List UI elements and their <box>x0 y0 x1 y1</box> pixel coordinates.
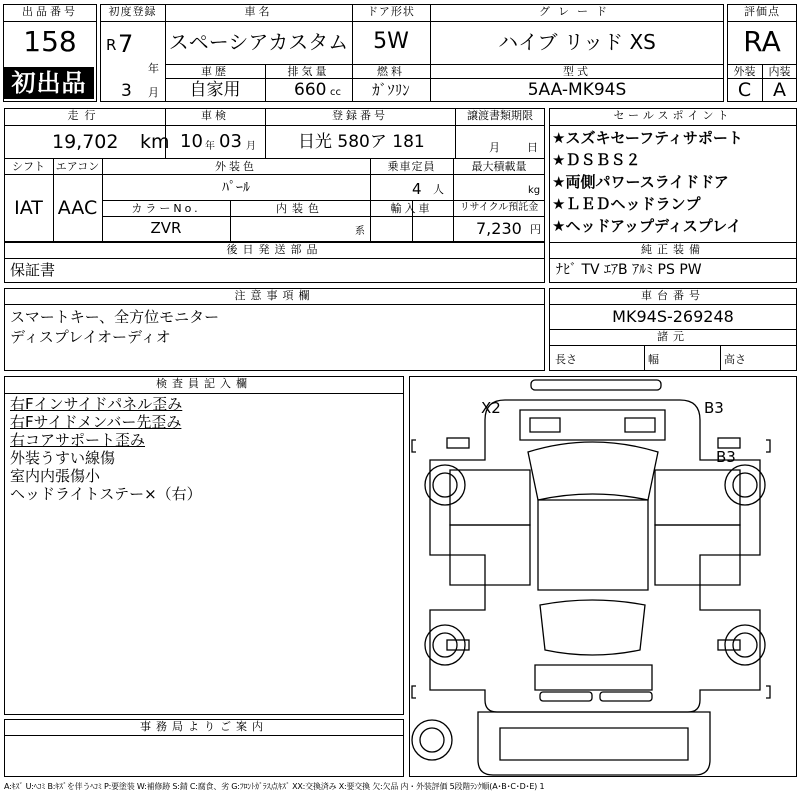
inspection-year-unit: 年 <box>205 141 215 152</box>
fuel-label: 燃料 <box>377 65 405 78</box>
sales-point-item: ★両側パワースライドドア <box>552 173 729 191</box>
recycle-unit: 円 <box>530 223 541 236</box>
sales-point-item: ★ヘッドアップディスプレイ <box>552 217 742 235</box>
chassis-label: 車台番号 <box>641 289 705 302</box>
recycle-label: リサイクル預託金 <box>459 202 539 213</box>
inspector-line: 室内内張傷小 <box>10 467 101 485</box>
score: RA <box>743 25 781 58</box>
capacity-label: 乗車定員 <box>387 160 436 173</box>
capacity: 4 <box>412 180 422 198</box>
first-reg-label: 初度登録 <box>108 5 157 18</box>
inspector-line: 外装うすい線傷 <box>10 449 116 467</box>
dimension-height-label: 高さ <box>724 353 746 366</box>
inspector-line: 右Fインサイドパネル歪み <box>10 395 183 413</box>
type: 5AA-MK94S <box>527 80 627 100</box>
notes-label: 注意事項欄 <box>234 289 315 302</box>
damage-mark: B3 <box>716 448 736 466</box>
int-color-label: 内装色 <box>276 202 324 215</box>
month-unit: 月 <box>148 86 159 99</box>
score-label: 評価点 <box>744 5 780 18</box>
plate-number: 日光 580ア 181 <box>298 132 425 152</box>
dimension-length-label: 長さ <box>555 353 577 366</box>
exterior-score: C <box>737 79 752 101</box>
dimensions-label: 諸元 <box>657 330 689 343</box>
notes-line: スマートキー、全方位モニター <box>10 308 220 326</box>
door-label: ドア形状 <box>367 5 415 18</box>
type-label: 型式 <box>563 65 591 78</box>
later-parts-value: 保証書 <box>10 261 56 279</box>
office-label: 事務局よりご案内 <box>140 720 268 733</box>
sales-point-item: ★スズキセーフティサポート <box>552 129 743 147</box>
era: R <box>106 36 117 54</box>
inspection-month-unit: 月 <box>246 141 256 152</box>
inspection-year: 10 <box>180 131 203 152</box>
ac-label: エアコン <box>55 160 100 173</box>
displacement-unit: cc <box>330 87 341 98</box>
grade: ハイブ リッド XS <box>498 30 656 54</box>
legend-footer: A:ｷｽﾞ U:ﾍｺﾐ B:ｷｽﾞを伴うﾍｺﾐ P:要塗装 W:補修跡 S:錆 C:腐食、劣 G:ﾌﾛﾝﾄｶﾞﾗｽ点ｷｽﾞ XX:交換済み X:要交換 欠:欠品 内・外装評価 5段階ﾗﾝｸ順(A･B･C･D･E) 1 <box>4 782 545 791</box>
damage-mark: B3 <box>704 399 724 417</box>
transfer-day-unit: 日 <box>527 141 538 154</box>
dimension-width-label: 幅 <box>648 353 659 366</box>
displacement: 660 <box>294 80 327 100</box>
history-label: 車歴 <box>201 65 229 78</box>
color-no: ZVR <box>150 219 182 237</box>
sales-points-label: セールスポイント <box>613 109 733 122</box>
inspector-label: 検査員記入欄 <box>156 377 252 390</box>
transfer-label: 譲渡書類期限 <box>467 109 533 122</box>
equipment-label: 純正装備 <box>641 243 705 256</box>
lot-no-label: 出品番号 <box>22 5 78 18</box>
year: 7 <box>118 30 134 58</box>
inspection-label: 車検 <box>201 109 229 122</box>
load-unit: kg <box>528 185 541 196</box>
sales-point-item: ★ＤＳＢＳ２ <box>552 151 641 169</box>
shift: IAT <box>14 197 43 219</box>
displacement-label: 排気量 <box>287 65 330 78</box>
model-name-label: 車名 <box>244 5 273 18</box>
mileage-unit: km <box>140 131 170 153</box>
interior-score: A <box>773 79 786 101</box>
lot-no: 158 <box>23 25 77 58</box>
shift-label: シフト <box>12 160 45 173</box>
year-unit: 年 <box>148 62 159 75</box>
int-color-unit: 系 <box>355 226 365 237</box>
equipment-value: ﾅﾋﾞ TV ｴｱB ｱﾙﾐ PS PW <box>556 262 702 278</box>
ext-color: ﾊﾟｰﾙ <box>222 180 250 196</box>
inspection-month: 03 <box>219 131 242 152</box>
sales-point-item: ★ＬＥＤヘッドランプ <box>552 195 701 213</box>
mileage-label: 走行 <box>67 109 102 122</box>
recycle-amount: 7,230 <box>476 219 522 238</box>
first-listing-badge: 初出品 <box>4 67 94 99</box>
load-label: 最大積載量 <box>471 160 527 173</box>
month: 3 <box>121 81 132 101</box>
model-name: スペーシアカスタム <box>168 30 349 54</box>
inspector-line: ヘッドライトステー×（右） <box>10 485 202 503</box>
plate-label: 登録番号 <box>332 109 388 122</box>
interior-label: 内装 <box>768 65 791 78</box>
later-parts-label: 後日発送部品 <box>226 243 323 256</box>
transfer-month-unit: 月 <box>489 141 500 154</box>
inspector-line: 右コアサポート歪み <box>10 431 146 449</box>
import-label: 輸入車 <box>390 202 433 215</box>
exterior-label: 外装 <box>733 65 756 78</box>
door: 5W <box>373 29 409 54</box>
inspector-line: 右Fサイドメンバー先歪み <box>10 413 182 431</box>
notes-line: ディスプレイオーディオ <box>10 328 171 346</box>
color-no-label: カラーNo. <box>131 202 201 215</box>
grade-label: グレード <box>539 5 615 18</box>
mileage: 19,702 <box>52 131 119 153</box>
history: 自家用 <box>189 80 241 100</box>
ac: AAC <box>57 197 98 219</box>
capacity-unit: 人 <box>433 183 444 196</box>
chassis-number: MK94S-269248 <box>612 307 734 326</box>
damage-mark: X2 <box>481 399 501 417</box>
ext-color-label: 外装色 <box>215 160 257 173</box>
fuel: ｶﾞｿﾘﾝ <box>372 81 410 99</box>
